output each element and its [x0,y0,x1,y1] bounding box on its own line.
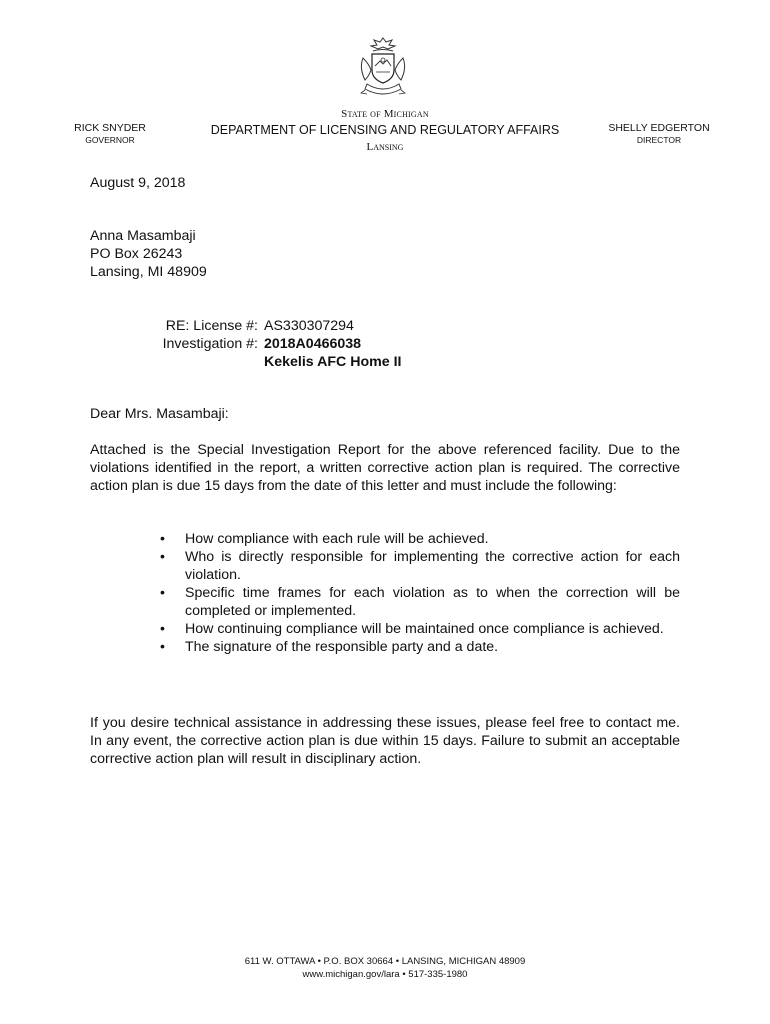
director-name: SHELLY EDGERTON [608,122,710,134]
director-title: DIRECTOR [636,135,682,145]
facility-name: Kekelis AFC Home II [264,354,402,370]
investigation-number: 2018A0466038 [264,336,362,352]
recipient-address [90,227,680,281]
intro-paragraph: Attached is the Special Investigation Report for the above referenced facility. Due to the violations identified in the report, a written corrective action plan is required. The corrective action plan is due 15 days from the date of this letter and must include the following: [90,442,680,494]
governor-name: RICK SNYDER [74,122,146,134]
license-number: AS330307294 [264,318,354,334]
list-item: • Specific time frames for each violation as to when the correction will be completed or implemented. [160,585,680,619]
salutation: Dear Mrs. Masambaji: [90,406,229,422]
reference-block [90,317,680,371]
closing-paragraph: If you desire technical assistance in addressing these issues, please feel free to contact me. In any event, the corrective action plan is due within 15 days. Failure to submit an acceptable corrective action plan will result in disciplinary action. [90,715,680,767]
license-label: RE: License #: [165,318,258,334]
footer-address: 611 W. OTTAWA • P.O. BOX 30664 • LANSING, MICHIGAN 48909 [244,956,526,967]
department-name: DEPARTMENT OF LICENSING AND REGULATORY AFFAIRS [210,123,560,137]
requirements-list [158,530,680,656]
footer-contact: www.michigan.gov/lara • 517-335-1980 [302,969,468,980]
letterhead [160,107,610,154]
state-name: State of Michigan [341,108,429,120]
recipient-address-line1: PO Box 26243 [90,246,183,262]
investigation-label: Investigation #: [162,336,258,352]
list-item: • How compliance with each rule will be achieved. [160,531,489,547]
michigan-state-seal-icon [353,36,413,98]
director-block [600,122,718,146]
list-item: • The signature of the responsible party and a date. [160,639,499,655]
recipient-name: Anna Masambaji [90,228,196,244]
governor-block [62,122,158,146]
list-item: • How continuing compliance will be maintained once compliance is achieved. [160,621,664,637]
governor-title: GOVERNOR [85,135,135,145]
letter-date: August 9, 2018 [90,175,186,191]
list-item: • Who is directly responsible for implementing the corrective action for each violation. [160,549,680,583]
recipient-address-line2: Lansing, MI 48909 [90,264,207,280]
city-name: Lansing [366,141,404,153]
